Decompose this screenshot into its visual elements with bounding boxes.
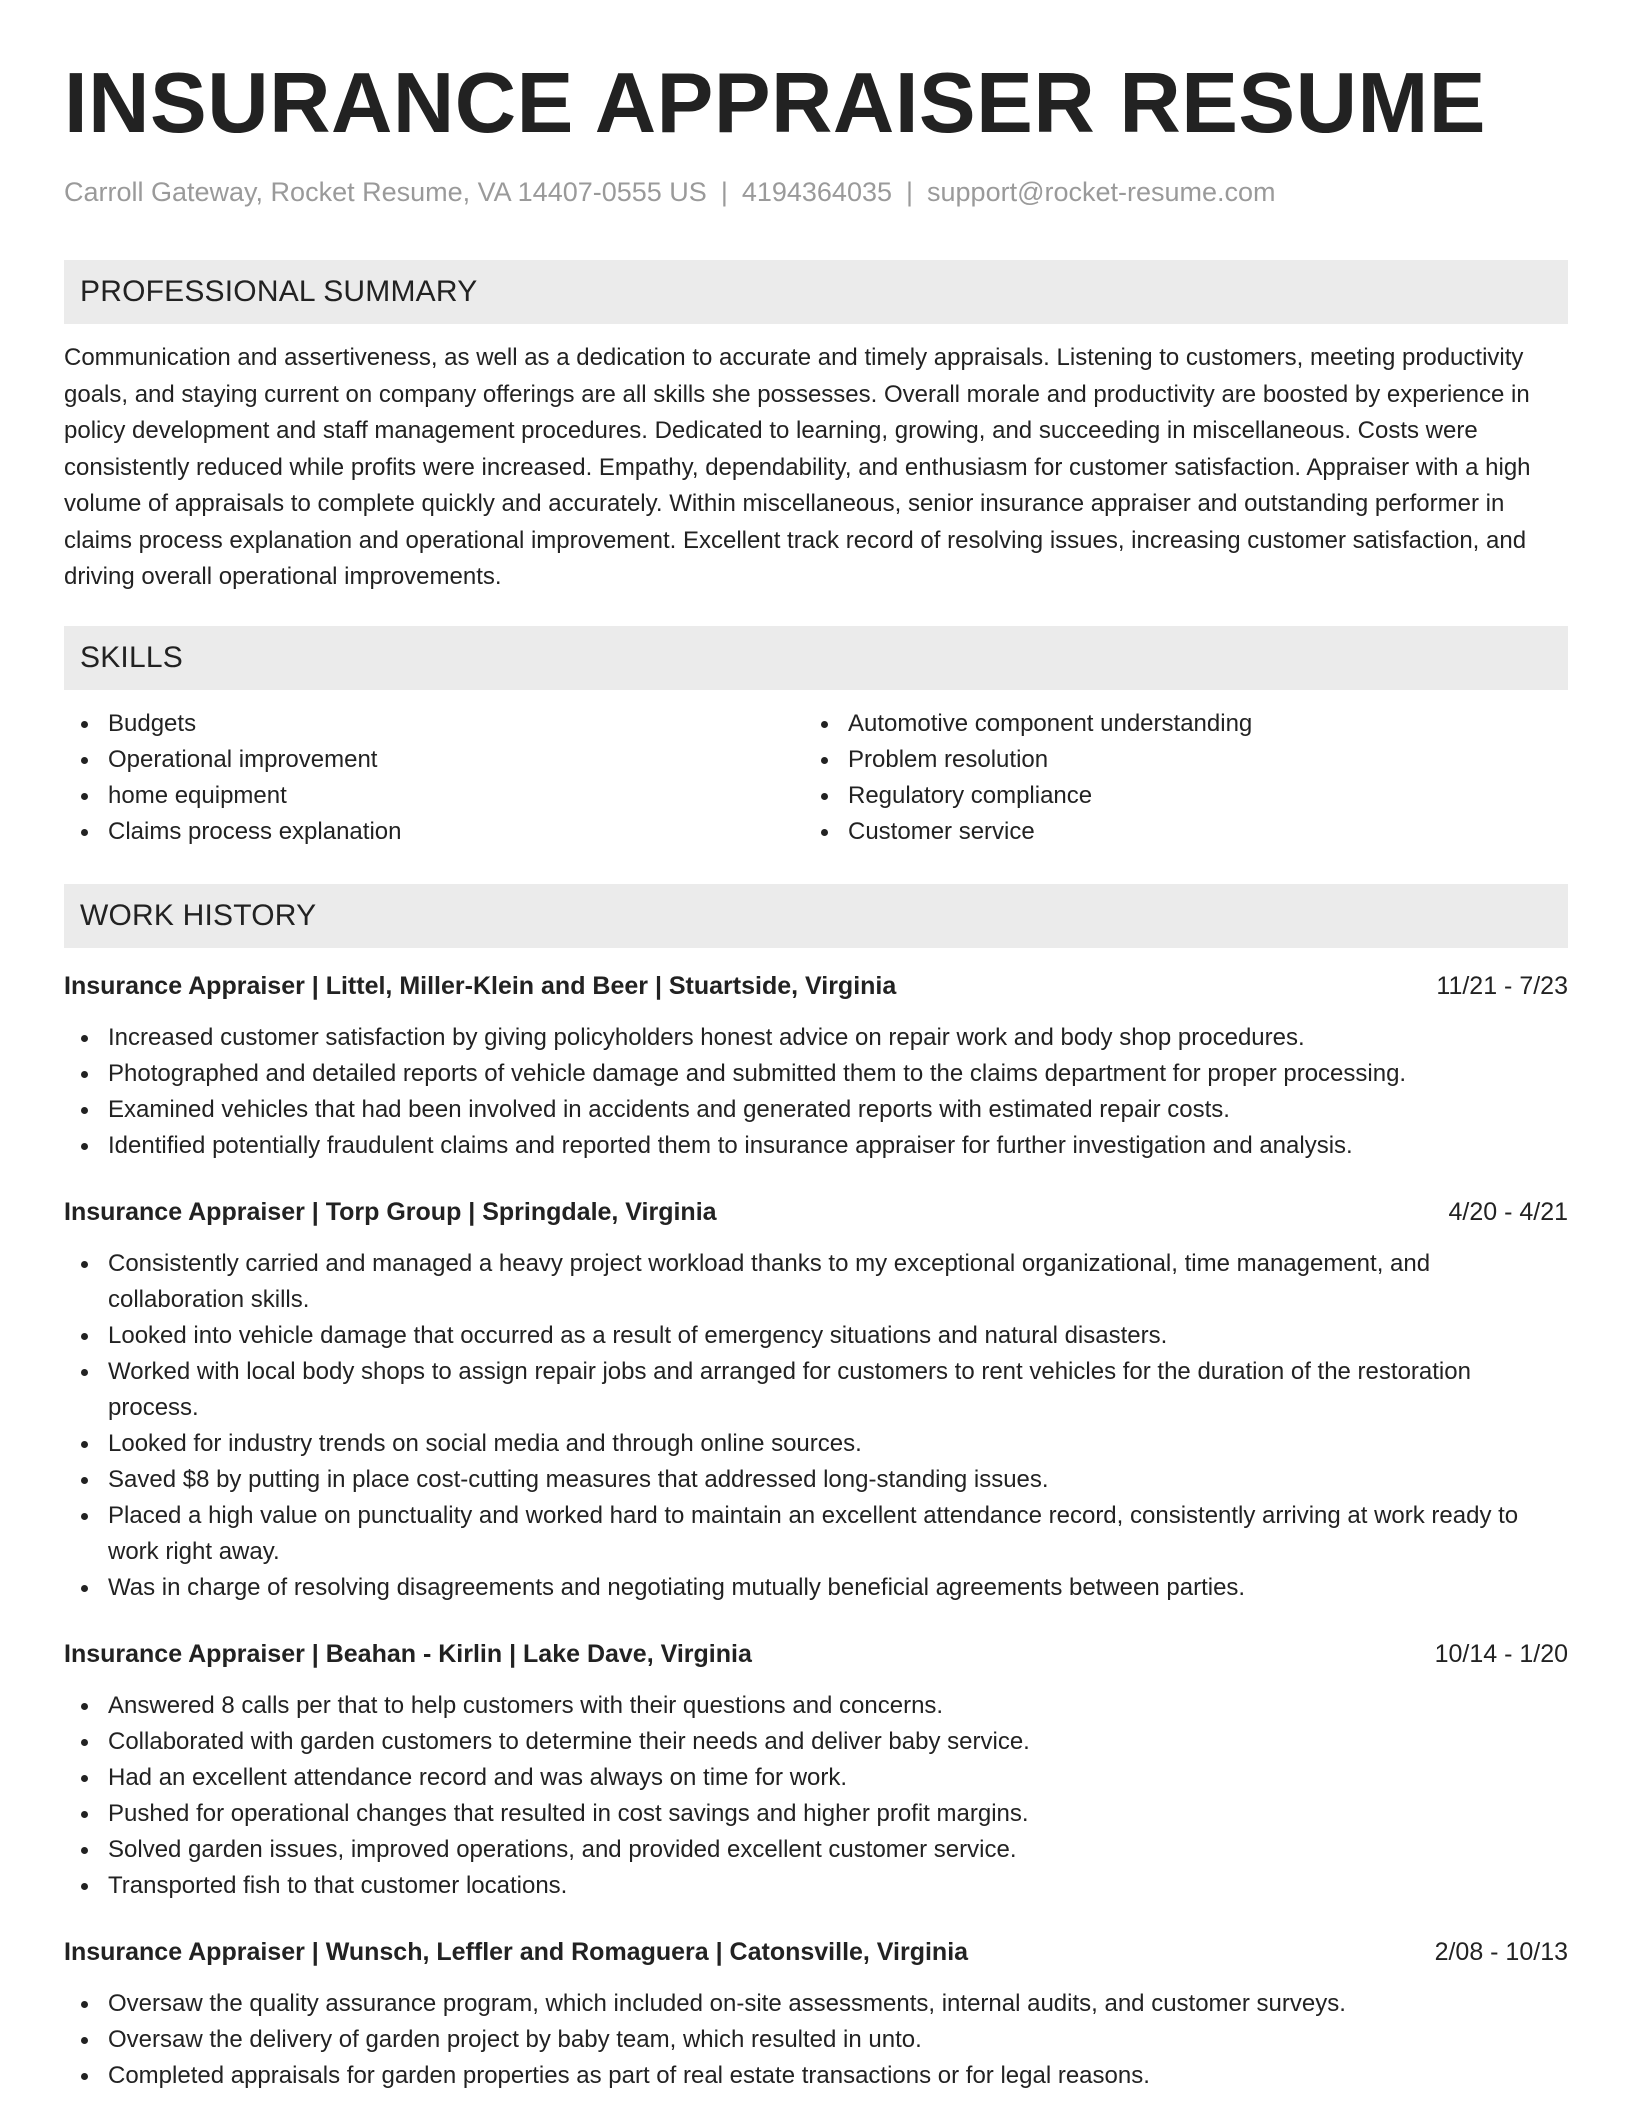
job-title: Insurance Appraiser | Torp Group | Springdale, Virginia [64, 1197, 717, 1226]
resume-title: INSURANCE APPRAISER RESUME [64, 56, 1486, 151]
job-bullet: Looked into vehicle damage that occurred as a result of emergency situations and natural disasters. [64, 1318, 1568, 1354]
job-bullet: Completed appraisals for garden properties as part of real estate transactions or for legal reasons. [64, 2058, 1568, 2094]
skill-item: home equipment [64, 778, 804, 814]
skill-item: Budgets [64, 706, 804, 742]
job-entry [64, 948, 1568, 1164]
job-bullet: Looked for industry trends on social media and through online sources. [64, 1426, 1568, 1462]
skill-item: Claims process explanation [64, 814, 804, 850]
job-bullet: Oversaw the delivery of garden project by baby team, which resulted in unto. [64, 2022, 1568, 2058]
job-entry [64, 1904, 1568, 2094]
job-bullet: Worked with local body shops to assign repair jobs and arranged for customers to rent vehicles for the duration of the restoration process. [64, 1354, 1568, 1426]
job-entry [64, 1164, 1568, 1606]
job-bullet: Placed a high value on punctuality and worked hard to maintain an excellent attendance record, consistently arriving at work ready to work right away. [64, 1498, 1568, 1570]
skills-heading: SKILLS [80, 640, 183, 674]
skill-item: Regulatory compliance [804, 778, 1544, 814]
job-bullet: Increased customer satisfaction by giving policyholders honest advice on repair work and body shop procedures. [64, 1020, 1568, 1056]
skills-column-left [64, 706, 804, 850]
contact-phone: 4194364035 [741, 177, 892, 207]
job-bullet: Was in charge of resolving disagreements and negotiating mutually beneficial agreements between parties. [64, 1570, 1568, 1606]
contact-email: support@rocket-resume.com [927, 177, 1276, 207]
job-bullet: Saved $8 by putting in place cost-cutting measures that addressed long-standing issues. [64, 1462, 1568, 1498]
job-title: Insurance Appraiser | Littel, Miller-Klein and Beer | Stuartside, Virginia [64, 971, 897, 1000]
skills-section-header [64, 626, 1568, 690]
job-bullet: Had an excellent attendance record and was always on time for work. [64, 1760, 1568, 1796]
job-bullet: Transported fish to that customer locations. [64, 1868, 1568, 1904]
summary-heading: PROFESSIONAL SUMMARY [80, 275, 478, 308]
job-title: Insurance Appraiser | Beahan - Kirlin | Lake Dave, Virginia [64, 1639, 752, 1668]
skills-column-right [804, 706, 1544, 850]
work-heading: WORK HISTORY [80, 898, 317, 932]
skills-grid [64, 706, 1568, 850]
work-section-header [64, 884, 1568, 948]
job-bullet: Photographed and detailed reports of vehicle damage and submitted them to the claims department for proper processing. [64, 1056, 1568, 1092]
job-dates: 2/08 - 10/13 [1434, 1937, 1568, 1966]
contact-line [64, 174, 1568, 210]
job-bullet: Oversaw the quality assurance program, which included on-site assessments, internal audits, and customer surveys. [64, 1986, 1568, 2022]
job-header [64, 1164, 1568, 1230]
job-bullet: Examined vehicles that had been involved in accidents and generated reports with estimated repair costs. [64, 1092, 1568, 1128]
job-bullets [64, 1246, 1568, 1606]
contact-address: Carroll Gateway, Rocket Resume, VA 14407-0555 US [64, 177, 707, 207]
skill-item: Customer service [804, 814, 1544, 850]
job-bullet: Collaborated with garden customers to determine their needs and deliver baby service. [64, 1724, 1568, 1760]
job-bullet: Pushed for operational changes that resulted in cost savings and higher profit margins. [64, 1796, 1568, 1832]
job-dates: 11/21 - 7/23 [1436, 971, 1568, 1000]
contact-separator: | [720, 177, 728, 207]
job-dates: 10/14 - 1/20 [1434, 1639, 1568, 1668]
job-entry [64, 1606, 1568, 1904]
job-bullets [64, 1020, 1568, 1164]
skill-item: Automotive component understanding [804, 706, 1544, 742]
job-dates: 4/20 - 4/21 [1448, 1197, 1568, 1226]
skill-item: Operational improvement [64, 742, 804, 778]
job-header [64, 948, 1568, 1004]
summary-section-header [64, 260, 1568, 324]
job-header [64, 1606, 1568, 1672]
job-bullet: Consistently carried and managed a heavy project workload thanks to my exceptional organizational, time management, and collaboration skills. [64, 1246, 1568, 1318]
job-title: Insurance Appraiser | Wunsch, Leffler and Romaguera | Catonsville, Virginia [64, 1937, 969, 1966]
summary-text: Communication and assertiveness, as well as a dedication to accurate and timely appraisals. Listening to customers, meeting productivity goals, and staying current on company offerings are all skills she possesses. Overall morale and productivity are boosted by experience in policy development and staff management procedures. Dedicated to learning, growing, and succeeding in miscellaneous. Costs were consistently reduced while profits were increased. Empathy, dependability, and enthusiasm for customer satisfaction. Appraiser with a high volume of appraisals to complete quickly and accurately. Within miscellaneous, senior insurance appraiser and outstanding performer in claims process explanation and operational improvement. Excellent track record of resolving issues, increasing customer satisfaction, and driving overall operational improvements. [64, 344, 1531, 590]
job-bullet: Solved garden issues, improved operations, and provided excellent customer service. [64, 1832, 1568, 1868]
job-bullets [64, 1688, 1568, 1904]
skill-item: Problem resolution [804, 742, 1544, 778]
job-bullets [64, 1986, 1568, 2094]
job-bullet: Identified potentially fraudulent claims and reported them to insurance appraiser for further investigation and analysis. [64, 1128, 1568, 1164]
contact-separator: | [906, 177, 914, 207]
job-header [64, 1904, 1568, 1970]
job-bullet: Answered 8 calls per that to help customers with their questions and concerns. [64, 1688, 1568, 1724]
